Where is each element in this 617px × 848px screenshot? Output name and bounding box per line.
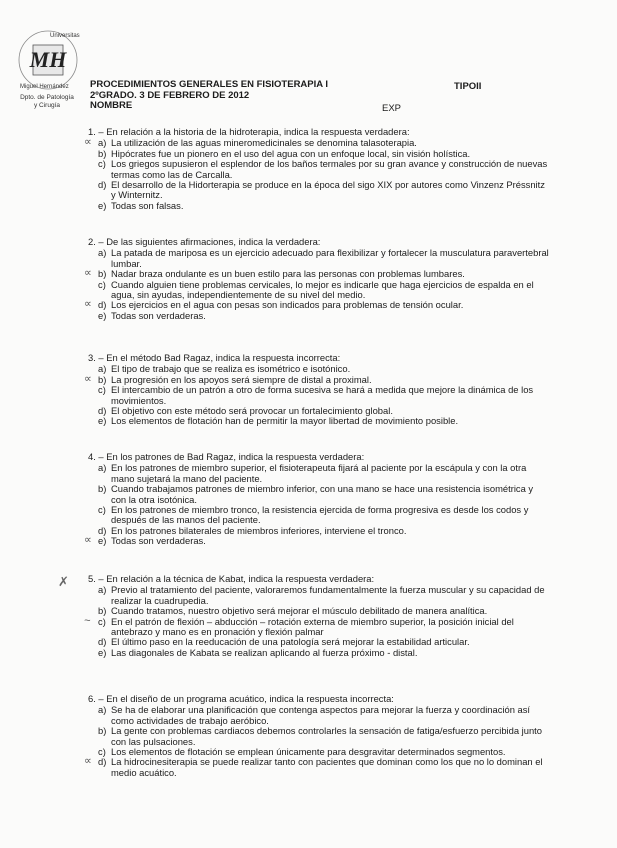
question-text: 6. – En el diseño de un programa acuático, indica la respuesta incorrecta: (88, 693, 394, 704)
answer-option (88, 416, 550, 426)
answer-option (88, 463, 550, 484)
option-text: La hidrocinesiterapia se puede realizar tanto con pacientes que dominan como los que no lo dominan el medio acuático. (111, 756, 543, 778)
option-text: En los patrones de miembro tronco, la resistencia ejercida de forma progresiva es desde los codos y después de las manos del paciente. (111, 504, 529, 526)
name-label: NOMBRE (90, 100, 133, 111)
option-letter: a) (98, 247, 107, 259)
question-4 (84, 451, 550, 547)
question-text: 4. – En los patrones de Bad Ragaz, indica la respuesta verdadera: (88, 451, 365, 462)
department-label (6, 94, 88, 110)
option-text: El desarrollo de la Hidorterapia se produce en la época del sigo XIX por autores como Vinzenz Préssnitz y Winternitz. (111, 179, 545, 201)
answer-option (88, 159, 550, 180)
option-text: Todas son verdaderas. (111, 309, 206, 321)
option-text: Hipócrates fue un pionero en el uso del agua con un enfoque local, sin visión holística. (111, 147, 471, 159)
answer-mark: ∝ (84, 298, 92, 311)
answer-option (88, 585, 550, 606)
option-letter: a) (98, 363, 107, 375)
option-letter: b) (98, 483, 107, 495)
option-letter: d) (98, 299, 107, 311)
option-letter: a) (98, 704, 107, 716)
exam-header (90, 80, 328, 112)
option-text: En los patrones bilaterales de miembros inferiores, interviene el tronco. (111, 524, 407, 536)
option-text: Los elementos de flotación han de permitir la mayor libertad de movimiento posible. (111, 415, 459, 427)
seal-ring-top: Universitas (50, 33, 80, 39)
question-text: 3. – En el método Bad Ragaz, indica la respuesta incorrecta: (88, 352, 341, 363)
option-letter: d) (98, 524, 107, 536)
option-letter: d) (98, 756, 107, 768)
option-letter: e) (98, 415, 107, 427)
answer-option (88, 201, 550, 211)
answer-option (88, 705, 550, 726)
option-text: El tipo de trabajo que se realiza es isométrico e isotónico. (111, 363, 351, 375)
answer-option (88, 385, 550, 406)
answer-mark: ∝ (84, 267, 92, 280)
option-letter: a) (98, 584, 107, 596)
option-letter: b) (98, 725, 107, 737)
option-text: Cuando alguien tiene problemas cervicales, lo mejor es indicarle que haga ejercicios de espalda en el agua, sin ayudas, independientemente de su nivel del medio. (111, 278, 534, 301)
answer-option (88, 505, 550, 526)
option-text: Previo al tratamiento del paciente, valoraremos fundamentalmente la fuerza muscular y su capacidad de realizar la cuadrupedia. (111, 584, 545, 606)
exp-label: EXP (382, 103, 402, 114)
option-text: La progresión en los apoyos será siempre de distal a proximal. (111, 373, 372, 385)
answer-option (88, 280, 550, 301)
question-1 (84, 126, 550, 211)
option-letter: b) (98, 373, 107, 385)
margin-mark: ✗ (58, 574, 69, 589)
answer-mark: ∝ (84, 534, 92, 547)
option-text: Cuando trabajamos patrones de miembro inferior, con una mano se hace una resistencia isométrica y con la otra isotónica. (111, 483, 534, 505)
option-letter: a) (98, 137, 107, 149)
option-text: Los griegos supusieron el esplendor de los baños termales por su gran avance y construcción de nuevas termas como las de Carcalla. (111, 158, 548, 180)
answer-option (88, 180, 550, 201)
course-title: PROCEDIMIENTOS GENERALES EN FISIOTERAPIA I (90, 79, 329, 90)
option-letter: e) (98, 535, 107, 547)
question-6 (84, 693, 550, 778)
answer-option (84, 614, 550, 638)
answer-mark: ∝ (84, 755, 92, 768)
option-text: El intercambio de un patrón a otro de forma sucesiva se hará a medida que mejore la dinámica de los movimientos. (111, 384, 534, 406)
question-text: 1. – En relación a la historia de la hidroterapia, indica la respuesta verdadera: (88, 126, 410, 137)
option-letter: b) (98, 147, 107, 159)
answer-mark: ∝ (84, 372, 92, 385)
university-seal (16, 28, 80, 92)
answer-option (88, 726, 550, 747)
option-text: Todas son falsas. (111, 199, 184, 211)
option-letter: c) (98, 504, 106, 516)
answer-option (84, 755, 550, 778)
option-text: Todas son verdaderas. (111, 535, 206, 547)
option-text: La gente con problemas cardiacos debemos controlarles la sensación de fatiga/esfuerzo percibida junto con las pulsaciones. (111, 725, 542, 747)
option-letter: c) (98, 278, 106, 290)
seal-ring-left: Miguel Hernández (20, 84, 69, 90)
exam-date: 2ºGRADO. 3 DE FEBRERO DE 2012 (90, 89, 250, 101)
option-letter: d) (98, 405, 107, 417)
option-letter: a) (98, 462, 107, 474)
answer-option (84, 534, 550, 547)
option-text: La utilización de las aguas mineromedicinales se denomina talasoterapia. (111, 137, 417, 149)
option-text: En el patrón de flexión – abducción – rotación externa de miembro superior, la posición inicial del antebrazo y mano es en pronación y flexión palmar (111, 615, 514, 638)
department-line: Dpto. de Patología (20, 94, 74, 101)
option-letter: e) (98, 199, 107, 211)
option-text: En los patrones de miembro superior, el fisioterapeuta fijará al paciente por la escápula y con la otra mano sujetará la mano del paciente. (111, 462, 527, 484)
option-text: El objetivo con este método será provocar un fortalecimiento global. (111, 405, 393, 417)
option-text: Cuando tratamos, nuestro objetivo será mejorar el músculo debilitado de manera analítica. (111, 605, 488, 617)
option-letter: b) (98, 268, 107, 280)
exam-type: TIPOII (454, 81, 482, 92)
answer-option (88, 248, 550, 269)
option-text: El último paso en la reeducación de una patología será mejorar la estabilidad articular. (111, 636, 470, 648)
answer-option (88, 648, 550, 658)
option-letter: b) (98, 605, 107, 617)
answer-option (88, 484, 550, 505)
question-text: 2. – De las siguientes afirmaciones, indica la verdadera: (88, 236, 321, 247)
question-3 (84, 352, 550, 427)
option-letter: d) (98, 179, 107, 191)
department-line: y Cirugía (33, 102, 60, 109)
option-text: Se ha de elaborar una planificación que contenga aspectos para mejorar la fuerza y coordinación así como actividades de trabajo aeróbico. (111, 704, 531, 726)
question-5 (84, 573, 550, 658)
option-text: La patada de mariposa es un ejercicio adecuado para flexibilizar y fortalecer la musculatura paravertebral lumbar. (111, 247, 549, 269)
question-text: 5. – En relación a la técnica de Kabat, indica la respuesta verdadera: (88, 573, 375, 584)
option-letter: e) (98, 646, 107, 658)
option-text: Las diagonales de Kabata se realizan aplicando al fuerza próximo - distal. (111, 646, 418, 658)
option-letter: d) (98, 636, 107, 648)
seal-monogram: MH (29, 47, 67, 72)
option-letter: c) (98, 615, 106, 627)
option-letter: c) (98, 746, 106, 758)
option-letter: c) (98, 158, 106, 170)
option-text: Los elementos de flotación se emplean únicamente para desgravitar determinados segmentos. (111, 746, 506, 758)
option-letter: c) (98, 384, 106, 396)
answer-option (88, 311, 550, 321)
answer-mark: ∝ (84, 136, 92, 149)
question-2 (84, 236, 550, 321)
option-letter: e) (98, 309, 107, 321)
option-text: Los ejercicios en el agua con pesas son indicados para problemas de tensión ocular. (111, 299, 464, 311)
option-text: Nadar braza ondulante es un buen estilo para las personas con problemas lumbares. (111, 268, 465, 280)
answer-mark: ~ (84, 614, 91, 627)
